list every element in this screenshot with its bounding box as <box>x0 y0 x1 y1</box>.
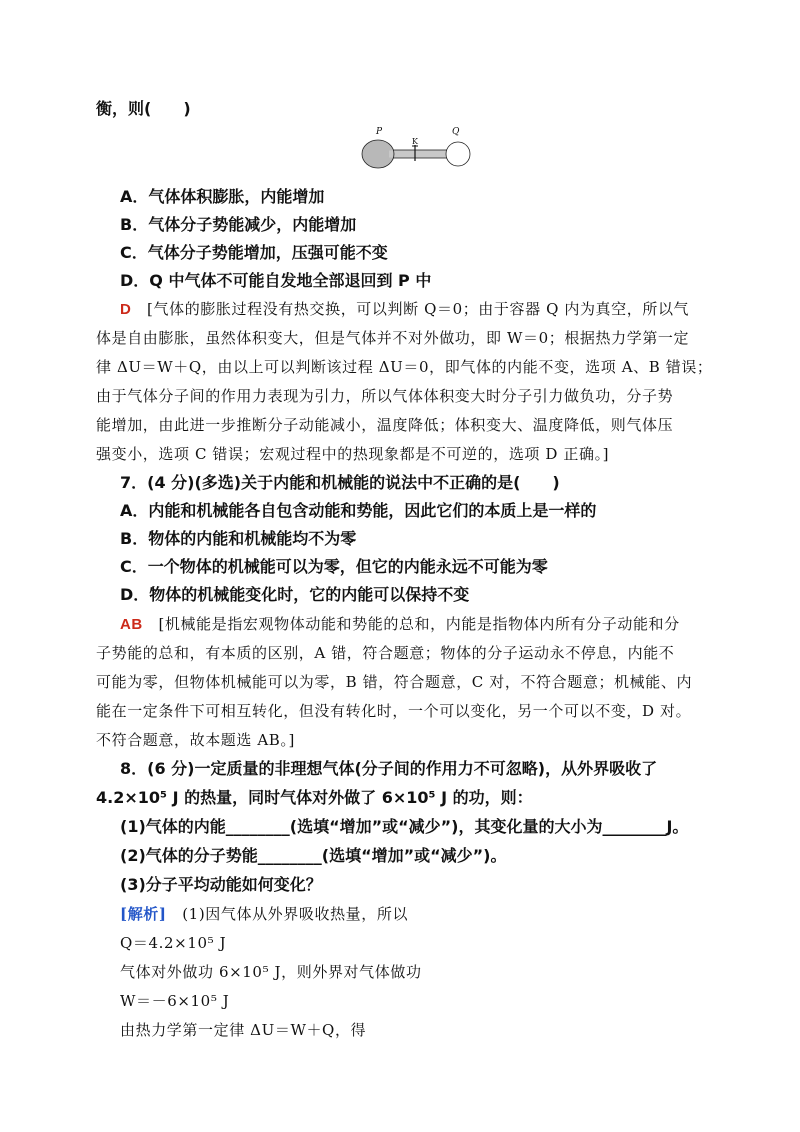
container-q <box>446 142 470 166</box>
container-diagram <box>356 124 476 184</box>
q8-analysis-line: W＝－6×10⁵ J <box>120 992 230 1010</box>
q8-analysis-line: 气体对外做功 6×10⁵ J，则外界对气体做功 <box>120 963 422 981</box>
q8-subquestion-3: (3)分子平均动能如何变化？ <box>120 875 322 894</box>
q7-explanation-line: 可能为零，但物体机械能可以为零，B 错，符合题意，C 对，不符合题意；机械能、内 <box>96 673 693 691</box>
q7-option-c: C．一个物体的机械能可以为零，但它的内能永远不可能为零 <box>120 557 548 576</box>
q6-explanation-line: 体是自由膨胀，虽然体积变大，但是气体并不对外做功，即 W＝0；根据热力学第一定 <box>96 329 690 347</box>
previous-question-tail: 衡，则( ) <box>96 99 191 118</box>
q7-stem: 7．(4 分)(多选)关于内能和机械能的说法中不正确的是( ) <box>120 473 560 492</box>
label-q: Q <box>452 127 460 137</box>
q6-explanation-line: 由于气体分子间的作用力表现为引力，所以气体体积变大时分子引力做负功，分子势 <box>96 387 674 405</box>
q6-option-b: B．气体分子势能减少，内能增加 <box>120 215 357 234</box>
q8-analysis-line: 由热力学第一定律 ΔU＝W＋Q，得 <box>120 1021 367 1039</box>
q6-answer: D <box>120 301 132 318</box>
q7-option-b: B．物体的内能和机械能均不为零 <box>120 529 357 548</box>
connecting-tube <box>390 150 448 158</box>
q8-stem-line-2: 4.2×10⁵ J 的热量，同时气体对外做了 6×10⁵ J 的功，则： <box>96 788 533 807</box>
q7-option-a: A．内能和机械能各自包含动能和势能，因此它们的本质上是一样的 <box>120 501 597 520</box>
q8-analysis-line: [解析] (1)因气体从外界吸收热量，所以 <box>120 905 409 923</box>
q7-explanation-line: 能在一定条件下可相互转化，但没有转化时，一个可以变化，另一个可以不变，D 对。 <box>96 702 692 720</box>
q7-explanation-line: AB [机械能是指宏观物体动能和势能的总和，内能是指物体内所有分子动能和分 <box>120 615 680 633</box>
analysis-tag: [解析] <box>120 905 167 923</box>
q8-analysis-line: Q＝4.2×10⁵ J <box>120 934 227 952</box>
q8-subquestion-1: (1)气体的内能________(选填“增加”或“减少”)，其变化量的大小为________J。 <box>120 817 689 836</box>
q6-explanation-line: 强变小，选项 C 错误；宏观过程中的热现象都是不可逆的，选项 D 正确。] <box>96 445 610 463</box>
label-k: K <box>412 137 418 146</box>
q7-explanation-line: 不符合题意，故本题选 AB。] <box>96 731 295 749</box>
q7-answer: AB <box>120 616 143 633</box>
label-p: P <box>376 127 383 137</box>
q6-option-d: D．Q 中气体不可能自发地全部退回到 P 中 <box>120 271 432 290</box>
q8-subquestion-2: (2)气体的分子势能________(选填“增加”或“减少”)。 <box>120 846 507 865</box>
q7-explanation-line: 子势能的总和，有本质的区别，A 错，符合题意；物体的分子运动永不停息，内能不 <box>96 644 675 662</box>
q6-option-a: A．气体体积膨胀，内能增加 <box>120 187 325 206</box>
q6-explanation-line: 律 ΔU＝W＋Q，由以上可以判断该过程 ΔU＝0，即气体的内能不变，选项 A、B 错误； <box>96 358 713 376</box>
q6-option-c: C．气体分子势能增加，压强可能不变 <box>120 243 388 262</box>
q6-explanation-line: D [气体的膨胀过程没有热交换，可以判断 Q＝0；由于容器 Q 内为真空，所以气 <box>120 300 690 318</box>
q8-stem-line-1: 8．(6 分)一定质量的非理想气体(分子间的作用力不可忽略)，从外界吸收了 <box>120 759 658 778</box>
q6-explanation-line: 能增加，由此进一步推断分子动能减小，温度降低；体积变大、温度降低，则气体压 <box>96 416 674 434</box>
q7-option-d: D．物体的机械能变化时，它的内能可以保持不变 <box>120 585 470 604</box>
